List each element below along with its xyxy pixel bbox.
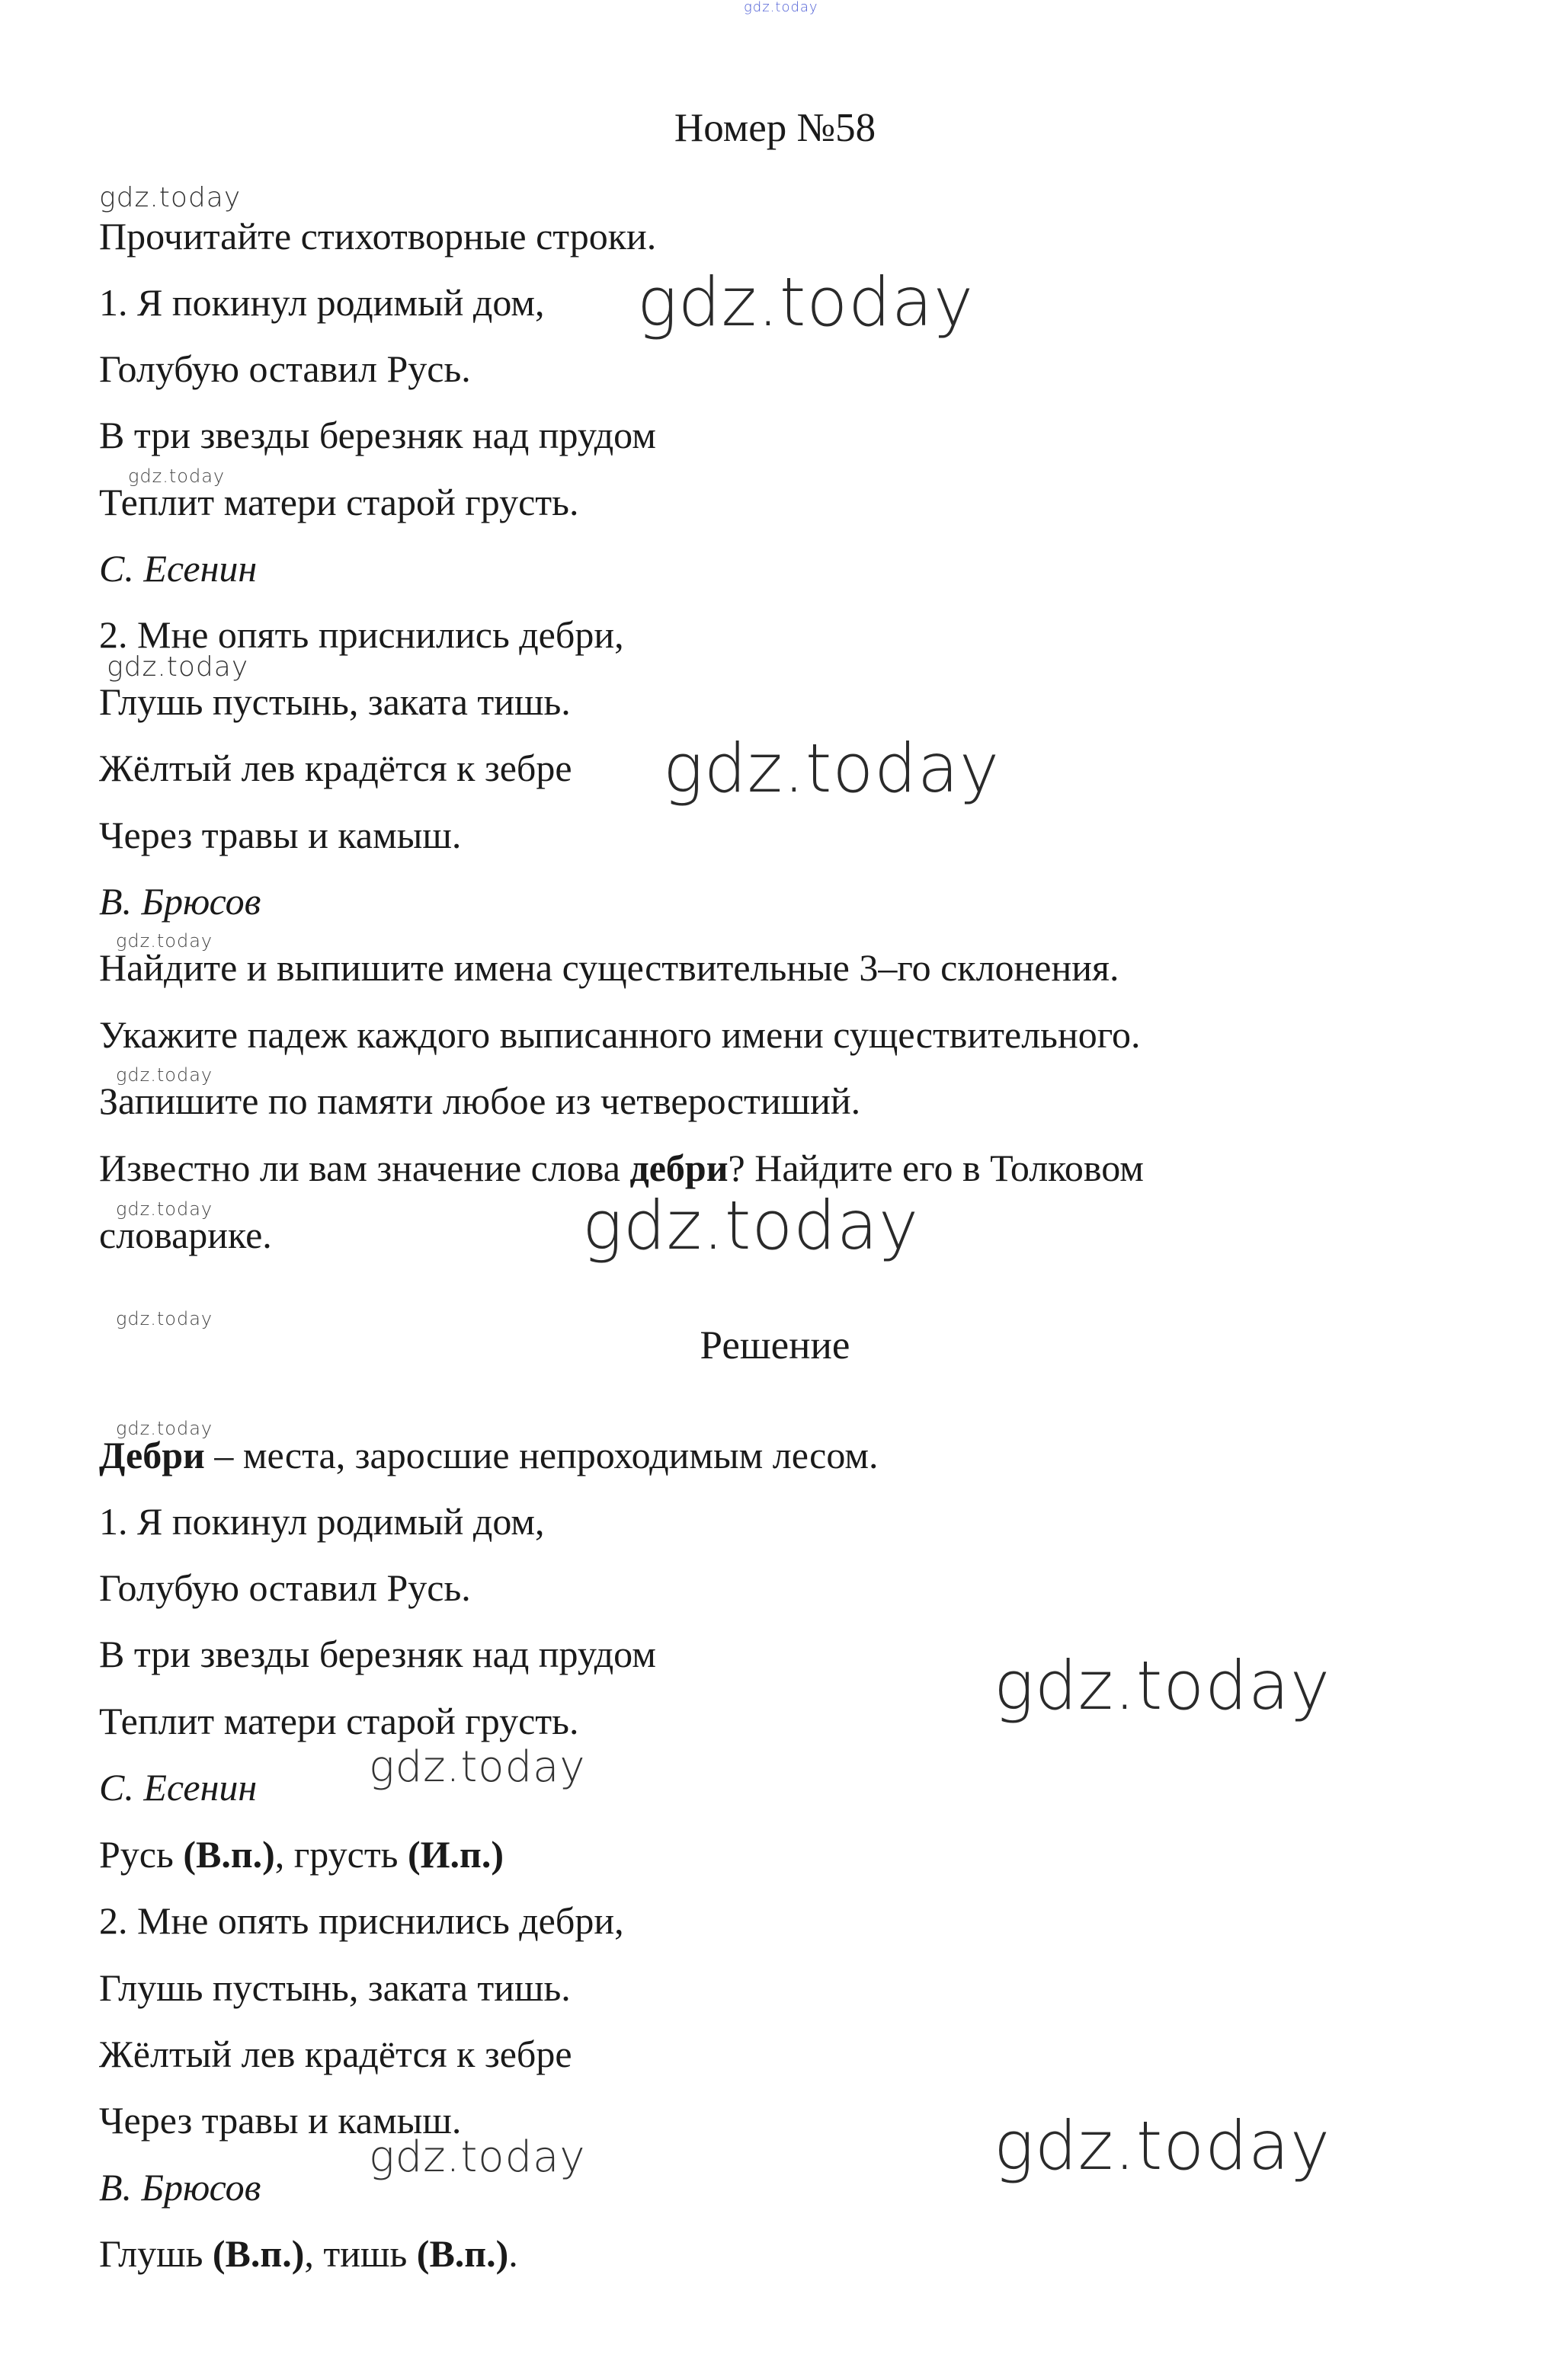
- poem-author: С. Есенин: [99, 1766, 258, 1809]
- poem-line: Голубую оставил Русь.: [99, 1566, 471, 1609]
- poem-line: В три звезды березняк над прудом: [99, 414, 656, 456]
- poem-line: Через травы и камыш.: [99, 2099, 462, 2142]
- instruction: Найдите и выпишите имена существительные 3–го склонения.: [99, 946, 1119, 989]
- answer-word: Глушь: [99, 2232, 213, 2275]
- solution-heading: Решение: [700, 1323, 850, 1368]
- definition-word: Дебри: [99, 1434, 205, 1476]
- definition: [99, 1432, 879, 1478]
- watermark: gdz.today: [994, 1646, 1331, 1725]
- watermark: gdz.today: [128, 465, 226, 487]
- question-start: Известно ли вам значение слова: [99, 1147, 630, 1189]
- instruction: Укажите падеж каждого выписанного имени существительного.: [99, 1013, 1141, 1056]
- watermark: gdz.today: [116, 1418, 213, 1439]
- watermark: gdz.today: [744, 0, 818, 15]
- answer-case: (В.п.): [416, 2232, 509, 2275]
- watermark: gdz.today: [116, 1198, 213, 1220]
- poem-line: Теплит матери старой грусть.: [99, 1700, 579, 1742]
- poem-line: 1. Я покинул родимый дом,: [99, 1500, 545, 1543]
- question-word: дебри: [629, 1147, 729, 1189]
- answer-case: (В.п.): [212, 2232, 305, 2275]
- poem-line: Глушь пустынь, заката тишь.: [99, 1966, 571, 2009]
- watermark: gdz.today: [637, 263, 975, 341]
- answer-line: [99, 2231, 518, 2276]
- watermark: gdz.today: [582, 1186, 920, 1265]
- answer-word: , грусть: [274, 1833, 408, 1876]
- answer-case: (В.п.): [183, 1833, 275, 1876]
- question: [99, 1145, 1144, 1191]
- watermark: gdz.today: [107, 651, 249, 683]
- poem-author: С. Есенин: [99, 547, 258, 590]
- poem-line: Глушь пустынь, заката тишь.: [99, 680, 571, 723]
- answer-punct: .: [508, 2232, 518, 2275]
- poem-line: Голубую оставил Русь.: [99, 347, 471, 390]
- poem-line: Через травы и камыш.: [99, 814, 462, 856]
- watermark: gdz.today: [116, 1064, 213, 1086]
- instruction: Запишите по памяти любое из четверостиший.: [99, 1080, 861, 1122]
- watermark: gdz.today: [116, 930, 213, 952]
- watermark: gdz.today: [99, 182, 242, 213]
- answer-word: , тишь: [304, 2232, 417, 2275]
- task-intro: Прочитайте стихотворные строки.: [99, 215, 657, 258]
- poem-line: Жёлтый лев крадётся к зебре: [99, 2033, 572, 2075]
- answer-line: [99, 1831, 504, 1877]
- poem-author: В. Брюсов: [99, 2166, 261, 2209]
- poem-line: 2. Мне опять приснились дебри,: [99, 613, 624, 656]
- poem-line: 2. Мне опять приснились дебри,: [99, 1899, 624, 1942]
- question-cont: словарике.: [99, 1214, 272, 1256]
- watermark: gdz.today: [369, 2132, 586, 2182]
- definition-text: – места, заросшие непроходимым лесом.: [204, 1434, 879, 1476]
- watermark: gdz.today: [116, 1308, 213, 1329]
- page-title: Номер №58: [674, 106, 876, 150]
- poem-line: В три звезды березняк над прудом: [99, 1633, 656, 1675]
- poem-line: Жёлтый лев крадётся к зебре: [99, 747, 572, 789]
- watermark: gdz.today: [994, 2106, 1331, 2185]
- watermark: gdz.today: [369, 1742, 586, 1792]
- poem-author: В. Брюсов: [99, 880, 261, 923]
- answer-word: Русь: [99, 1833, 184, 1876]
- watermark: gdz.today: [663, 729, 1001, 808]
- question-end: ? Найдите его в Толковом: [728, 1147, 1144, 1189]
- answer-case: (И.п.): [407, 1833, 504, 1876]
- poem-line: Теплит матери старой грусть.: [99, 481, 579, 523]
- poem-line: 1. Я покинул родимый дом,: [99, 281, 545, 324]
